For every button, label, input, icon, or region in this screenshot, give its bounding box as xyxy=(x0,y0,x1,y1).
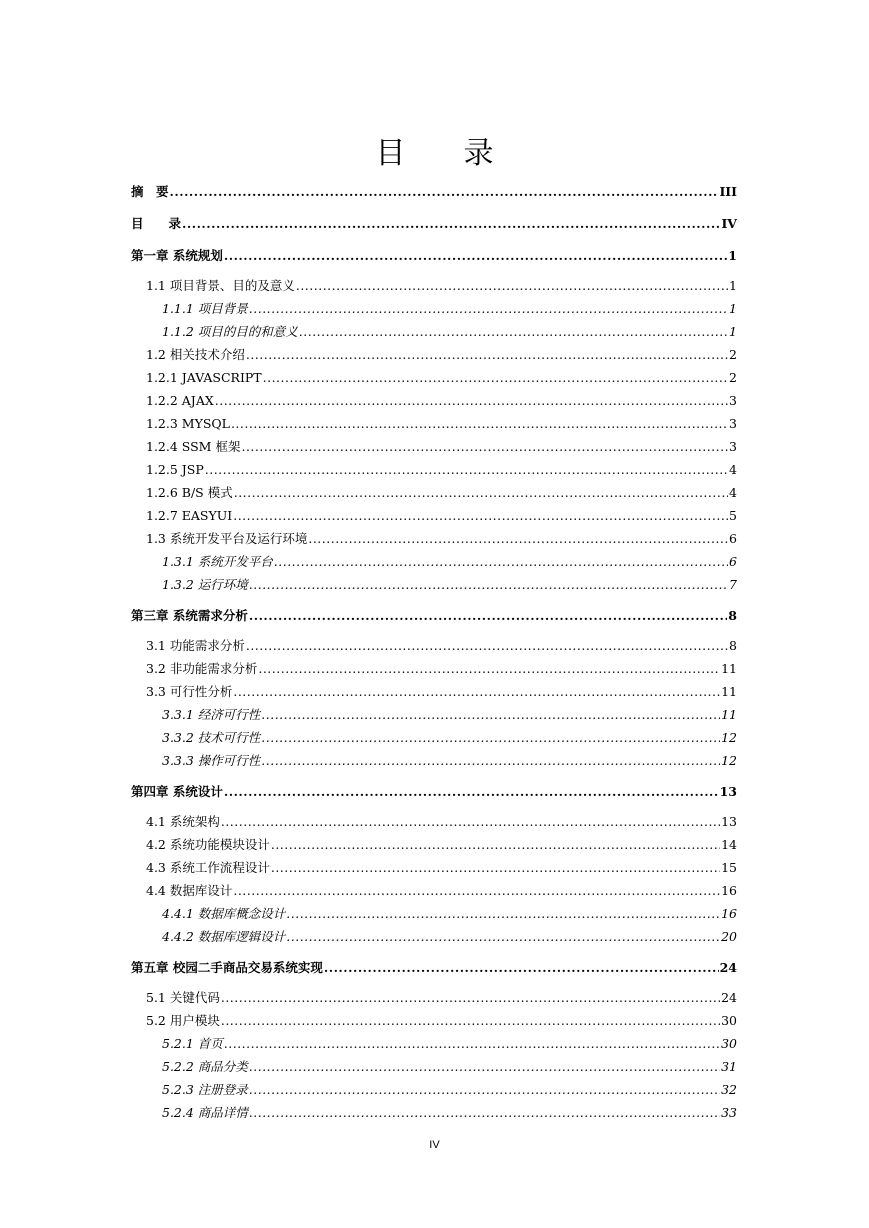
toc-entry[interactable] xyxy=(131,389,737,412)
toc-entry-page: 32 xyxy=(721,1082,737,1097)
toc-entry-page: 11 xyxy=(721,684,737,699)
toc-entry[interactable] xyxy=(131,573,737,596)
toc-entry[interactable] xyxy=(131,986,737,1009)
toc-entry-page: 13 xyxy=(719,784,737,799)
toc-entry-page: 7 xyxy=(729,577,737,592)
toc-entry-page: 12 xyxy=(721,730,737,745)
toc-leader-dots xyxy=(234,481,728,504)
toc-leader-dots xyxy=(308,527,728,550)
toc-entry-page: 33 xyxy=(721,1105,737,1120)
toc-entry-label: 5.2.4 商品详情 xyxy=(162,1105,248,1120)
toc-entry-page: 12 xyxy=(721,753,737,768)
toc-entry-page: 13 xyxy=(721,814,737,829)
toc-leader-dots xyxy=(246,634,728,657)
toc-leader-dots xyxy=(271,856,720,879)
toc-entry-label: 1.1.2 项目的目的和意义 xyxy=(162,324,298,339)
toc-entry[interactable] xyxy=(131,504,737,527)
toc-entry[interactable] xyxy=(131,703,737,726)
toc-entry[interactable] xyxy=(131,274,737,297)
toc-entry-page: 8 xyxy=(729,638,737,653)
toc-leader-dots xyxy=(263,366,728,389)
toc-entry[interactable] xyxy=(131,634,737,657)
toc-entry-label: 1.1.1 项目背景 xyxy=(162,301,248,316)
toc-entry-page: 4 xyxy=(729,462,737,477)
toc-leader-dots xyxy=(249,573,728,596)
toc-leader-dots xyxy=(231,412,728,435)
toc-entry-label: 1.2 相关技术介绍 xyxy=(146,347,245,362)
toc-leader-dots xyxy=(274,550,728,573)
toc-entry-page: 1 xyxy=(729,301,737,316)
toc-leader-dots xyxy=(233,680,720,703)
toc-entry-label: 第三章 系统需求分析 xyxy=(131,608,248,623)
toc-entry[interactable] xyxy=(131,925,737,948)
toc-entry-label: 3.3.3 操作可行性 xyxy=(162,753,261,768)
toc-leader-dots xyxy=(296,274,728,297)
toc-leader-dots xyxy=(324,956,719,980)
toc-leader-dots xyxy=(249,604,727,628)
toc-leader-dots xyxy=(170,180,719,204)
toc-entry-page: 3 xyxy=(729,439,737,454)
toc-entry[interactable] xyxy=(131,879,737,902)
toc-entry[interactable] xyxy=(131,680,737,703)
toc-entry-label: 1.2.5 JSP xyxy=(146,462,204,477)
toc-entry-label: 1.2.4 SSM 框架 xyxy=(146,439,241,454)
toc-entry[interactable] xyxy=(131,212,737,236)
toc-entry-page: 15 xyxy=(721,860,737,875)
toc-entry-page: 16 xyxy=(721,883,737,898)
toc-leader-dots xyxy=(221,1009,720,1032)
toc-leader-dots xyxy=(221,986,720,1009)
toc-leader-dots xyxy=(286,925,720,948)
toc-entry-page: 2 xyxy=(729,347,737,362)
toc-entry-label: 3.3.1 经济可行性 xyxy=(162,707,261,722)
toc-leader-dots xyxy=(299,320,728,343)
toc-entry-page: 20 xyxy=(721,929,737,944)
toc-entry-label: 4.4 数据库设计 xyxy=(146,883,233,898)
toc-leader-dots xyxy=(246,343,728,366)
toc-leader-dots xyxy=(249,1078,720,1101)
toc-entry[interactable] xyxy=(131,435,737,458)
toc-entry-label: 5.2 用户模块 xyxy=(146,1013,220,1028)
toc-entry-page: IV xyxy=(721,216,737,231)
toc-entry-label: 1.2.6 B/S 模式 xyxy=(146,485,233,500)
toc-entry-page: 6 xyxy=(729,554,737,569)
toc-leader-dots xyxy=(249,1101,720,1124)
toc-entry[interactable] xyxy=(131,297,737,320)
toc-entry-label: 1.2.3 MYSQL xyxy=(146,416,230,431)
table-of-contents xyxy=(131,172,737,1124)
toc-entry[interactable] xyxy=(131,366,737,389)
toc-entry-label: 3.3 可行性分析 xyxy=(146,684,233,699)
toc-entry[interactable] xyxy=(131,780,737,804)
toc-entry[interactable] xyxy=(131,1032,737,1055)
toc-entry-page: 3 xyxy=(729,393,737,408)
toc-entry-label: 1.2.2 AJAX xyxy=(146,393,214,408)
toc-leader-dots xyxy=(233,504,728,527)
toc-entry-page: 11 xyxy=(721,707,737,722)
toc-entry-page: 1 xyxy=(729,278,737,293)
toc-entry-page: 11 xyxy=(721,661,737,676)
toc-entry[interactable] xyxy=(131,458,737,481)
toc-entry[interactable] xyxy=(131,956,737,980)
toc-entry-label: 5.2.1 首页 xyxy=(162,1036,223,1051)
toc-entry-label: 3.1 功能需求分析 xyxy=(146,638,245,653)
toc-leader-dots xyxy=(286,902,720,925)
toc-entry-page: 6 xyxy=(729,531,737,546)
toc-entry[interactable] xyxy=(131,412,737,435)
toc-leader-dots xyxy=(205,458,728,481)
toc-entry-page: 24 xyxy=(721,990,737,1005)
toc-entry-label: 4.1 系统架构 xyxy=(146,814,220,829)
toc-entry[interactable] xyxy=(131,657,737,680)
toc-entry[interactable] xyxy=(131,1055,737,1078)
toc-entry-label: 5.2.3 注册登录 xyxy=(162,1082,248,1097)
toc-entry-page: 30 xyxy=(721,1013,737,1028)
page-number: IV xyxy=(429,1139,440,1151)
toc-entry-page: 1 xyxy=(728,248,737,263)
toc-entry-label: 摘 要 xyxy=(131,184,169,199)
toc-entry-page: 1 xyxy=(729,324,737,339)
toc-entry[interactable] xyxy=(131,749,737,772)
toc-leader-dots xyxy=(258,657,720,680)
toc-entry-page: 8 xyxy=(728,608,737,623)
toc-entry[interactable] xyxy=(131,902,737,925)
toc-leader-dots xyxy=(241,435,728,458)
toc-entry[interactable] xyxy=(131,481,737,504)
toc-entry-label: 1.3.2 运行环境 xyxy=(162,577,248,592)
toc-leader-dots xyxy=(224,244,727,268)
toc-entry[interactable] xyxy=(131,810,737,833)
toc-entry-page: III xyxy=(719,184,737,199)
toc-entry[interactable] xyxy=(131,180,737,204)
toc-entry-label: 3.3.2 技术可行性 xyxy=(162,730,261,745)
toc-leader-dots xyxy=(182,212,720,236)
toc-leader-dots xyxy=(261,749,720,772)
toc-entry-label: 5.1 关键代码 xyxy=(146,990,220,1005)
toc-entry-label: 第五章 校园二手商品交易系统实现 xyxy=(131,960,323,975)
toc-entry-label: 4.4.1 数据库概念设计 xyxy=(162,906,286,921)
toc-entry[interactable] xyxy=(131,604,737,628)
toc-entry[interactable] xyxy=(131,833,737,856)
toc-entry-label: 1.1 项目背景、目的及意义 xyxy=(146,278,295,293)
toc-entry-page: 4 xyxy=(729,485,737,500)
toc-leader-dots xyxy=(249,1055,720,1078)
page-title: 目录 xyxy=(375,136,552,172)
toc-leader-dots xyxy=(215,389,728,412)
toc-entry-label: 1.2.7 EASYUI xyxy=(146,508,233,523)
toc-entry[interactable] xyxy=(131,244,737,268)
toc-entry-page: 2 xyxy=(729,370,737,385)
toc-entry-label: 5.2.2 商品分类 xyxy=(162,1059,248,1074)
toc-entry-label: 1.3 系统开发平台及运行环境 xyxy=(146,531,308,546)
toc-leader-dots xyxy=(249,297,728,320)
toc-entry-page: 24 xyxy=(719,960,737,975)
toc-entry[interactable] xyxy=(131,550,737,573)
toc-entry[interactable] xyxy=(131,726,737,749)
toc-entry-page: 14 xyxy=(721,837,737,852)
toc-entry[interactable] xyxy=(131,1078,737,1101)
toc-leader-dots xyxy=(271,833,720,856)
toc-entry[interactable] xyxy=(131,527,737,550)
toc-entry-label: 1.3.1 系统开发平台 xyxy=(162,554,273,569)
toc-entry-label: 4.4.2 数据库逻辑设计 xyxy=(162,929,286,944)
toc-leader-dots xyxy=(224,780,719,804)
toc-entry-page: 16 xyxy=(721,906,737,921)
toc-entry-label: 1.2.1 JAVASCRIPT xyxy=(146,370,262,385)
toc-entry-label: 3.2 非功能需求分析 xyxy=(146,661,258,676)
toc-entry[interactable] xyxy=(131,856,737,879)
toc-entry-label: 4.2 系统功能模块设计 xyxy=(146,837,270,852)
toc-leader-dots xyxy=(261,703,720,726)
toc-entry[interactable] xyxy=(131,320,737,343)
toc-entry-label: 4.3 系统工作流程设计 xyxy=(146,860,270,875)
toc-leader-dots xyxy=(221,810,720,833)
toc-entry-page: 3 xyxy=(729,416,737,431)
toc-entry-page: 30 xyxy=(721,1036,737,1051)
toc-entry-page: 5 xyxy=(729,508,737,523)
toc-entry[interactable] xyxy=(131,1009,737,1032)
toc-entry[interactable] xyxy=(131,1101,737,1124)
toc-entry[interactable] xyxy=(131,343,737,366)
toc-entry-page: 31 xyxy=(721,1059,737,1074)
toc-entry-label: 第四章 系统设计 xyxy=(131,784,223,799)
toc-entry-label: 目 录 xyxy=(131,216,182,231)
toc-entry-label: 第一章 系统规划 xyxy=(131,248,223,263)
toc-leader-dots xyxy=(233,879,720,902)
toc-leader-dots xyxy=(261,726,720,749)
toc-leader-dots xyxy=(224,1032,720,1055)
